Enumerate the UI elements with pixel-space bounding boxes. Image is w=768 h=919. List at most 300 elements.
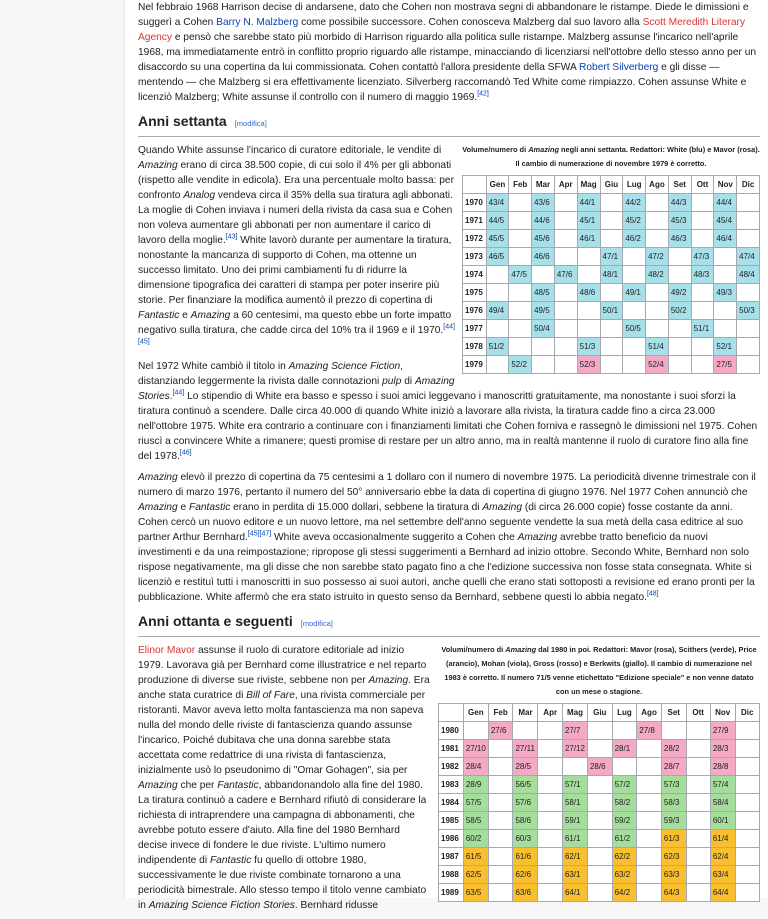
heading-text: Anni settanta — [138, 113, 227, 129]
issue-cell: 64/1 — [562, 884, 587, 902]
year-cell: 1989 — [439, 884, 464, 902]
issue-cell: 46/3 — [668, 230, 691, 248]
issue-cell: 48/5 — [532, 284, 555, 302]
ref-46[interactable]: [46] — [179, 449, 192, 457]
issue-cell — [577, 302, 600, 320]
issue-cell: 43/6 — [532, 194, 555, 212]
issue-cell: 51/2 — [486, 338, 509, 356]
month-header: Ago — [637, 704, 662, 722]
issue-cell — [538, 794, 563, 812]
issue-cell — [587, 722, 612, 740]
issue-cell — [668, 320, 691, 338]
text: Amazing — [368, 675, 409, 686]
text: fu quello di ottobre 1980, successivamente le due riviste combinate tornarono a una periodicità bimestrale. Allo stesso tempo il titolo venne cambiato in — [138, 855, 427, 911]
issue-cell: 45/3 — [668, 212, 691, 230]
issue-cell: 49/1 — [623, 284, 646, 302]
issue-cell — [646, 194, 669, 212]
article-body — [138, 0, 760, 919]
issue-cell: 27/12 — [562, 740, 587, 758]
issue-cell: 28/2 — [661, 740, 686, 758]
issue-cell — [637, 866, 662, 884]
issue-cell: 43/4 — [486, 194, 509, 212]
month-header: Feb — [509, 176, 532, 194]
issue-cell — [668, 338, 691, 356]
text: White lavorò durante per aumentare la tiratura, nonostante la mancanza di supporto di Cohen, ma ottenne un successo limitato. Uno dei primi cambiamenti fu di ridurre la dimensione tipografica dei caratteri di stampa per poter inserire più storie. Per finanziare la modifica aumentò il prezzo di copertina di — [138, 235, 452, 306]
text: Amazing — [138, 160, 178, 171]
year-cell: 1980 — [439, 722, 464, 740]
table-row — [439, 776, 760, 794]
issue-cell: 51/1 — [691, 320, 714, 338]
issue-cell — [686, 812, 710, 830]
month-header: Giu — [587, 704, 612, 722]
text: assunse il ruolo di curatore editoriale ad inizio 1979. Lavorava già per Bernhard come illustratrice e nel reparto produzione di diverse sue riviste, sebbene non per — [138, 645, 427, 686]
issue-cell: 62/3 — [661, 848, 686, 866]
table-70s-caption — [462, 143, 760, 171]
issue-cell — [646, 230, 669, 248]
ref-44[interactable]: [44] — [172, 389, 185, 397]
table-row — [463, 338, 760, 356]
issue-cell — [623, 338, 646, 356]
issue-cell — [737, 356, 760, 374]
issue-cell: 28/3 — [710, 740, 735, 758]
issue-cell — [600, 356, 623, 374]
issue-cell — [587, 776, 612, 794]
corner-cell — [439, 704, 464, 722]
issue-cell — [554, 230, 577, 248]
text: Amazing — [505, 645, 537, 654]
issue-cell — [637, 830, 662, 848]
issue-cell: 58/2 — [612, 794, 637, 812]
month-header: Mag — [562, 704, 587, 722]
edit-link-70s[interactable]: [modifica] — [234, 119, 267, 128]
issue-cell: 45/6 — [532, 230, 555, 248]
text: Amazing — [517, 532, 558, 543]
month-header: Set — [668, 176, 691, 194]
issue-cell: 27/6 — [488, 722, 513, 740]
issue-cell — [488, 758, 513, 776]
issue-cell: 58/5 — [463, 812, 488, 830]
issue-cell: 49/3 — [714, 284, 737, 302]
month-header: Ott — [691, 176, 714, 194]
link-silverberg[interactable]: Robert Silverberg — [579, 62, 659, 73]
table-80s-caption — [438, 643, 760, 699]
text: Amazing — [528, 145, 559, 154]
ref-48[interactable]: [48] — [646, 590, 659, 598]
issue-cell: 46/1 — [577, 230, 600, 248]
issue-cell: 47/4 — [737, 248, 760, 266]
issue-cell — [600, 230, 623, 248]
issue-cell — [488, 776, 513, 794]
month-header: Apr — [538, 704, 563, 722]
issue-cell: 46/6 — [532, 248, 555, 266]
issue-cell: 56/5 — [513, 776, 538, 794]
issue-cell: 50/4 — [532, 320, 555, 338]
year-cell: 1973 — [463, 248, 487, 266]
issue-cell: 64/2 — [612, 884, 637, 902]
link-mavor[interactable]: Elinor Mavor — [138, 645, 196, 656]
issue-cell — [486, 320, 509, 338]
issue-cell — [612, 722, 637, 740]
text: avrebbe tratto beneficio da nuovi investimenti e da una reimpostazione; ripropose gli stessi suggerimenti a Bernhard ad inizio ottobre. Secondo White, Bernhard non solo rispose negativamente, ma gli disse che non sarebbe stato pagato fino a che l'edizione successiva non fosse stata consegnata. White si licenziò e restituì tutti i manoscritti in suo possesso ai suoi autori, anche quelli che erano stati sottoposti a revisione ed erano pronti per la pubblicazione. White affermò che era stato istruito in questo senso da Bernhard, sebbene questi lo abbia negato. — [138, 532, 755, 603]
issue-cell: 60/2 — [463, 830, 488, 848]
issue-cell: 63/1 — [562, 866, 587, 884]
issue-cell — [587, 812, 612, 830]
table-header-row — [439, 704, 760, 722]
issue-cell — [735, 740, 760, 758]
issue-cell — [509, 338, 532, 356]
issue-cell — [577, 248, 600, 266]
issue-cell — [600, 212, 623, 230]
issue-cell — [587, 794, 612, 812]
text: Fantastic — [217, 780, 259, 791]
issue-cell — [509, 320, 532, 338]
year-cell: 1970 — [463, 194, 487, 212]
issue-cell: 52/2 — [509, 356, 532, 374]
issue-cell: 48/1 — [600, 266, 623, 284]
table-row — [439, 884, 760, 902]
issue-cell: 48/6 — [577, 284, 600, 302]
issue-cell — [463, 722, 488, 740]
month-header: Feb — [488, 704, 513, 722]
issue-cell — [486, 356, 509, 374]
issue-cell — [488, 740, 513, 758]
issue-cell: 62/5 — [463, 866, 488, 884]
issue-cell: 58/3 — [661, 794, 686, 812]
issue-cell — [668, 266, 691, 284]
text: Analog — [183, 190, 216, 201]
issue-cell: 47/5 — [509, 266, 532, 284]
issue-cell: 27/7 — [562, 722, 587, 740]
issue-cell: 46/4 — [714, 230, 737, 248]
text: Amazing — [138, 780, 178, 791]
text: Volume/numero di — [462, 145, 529, 154]
issue-cell — [646, 320, 669, 338]
issue-cell — [686, 740, 710, 758]
month-header: Lug — [623, 176, 646, 194]
issue-cell — [488, 794, 513, 812]
issue-cell — [637, 740, 662, 758]
issue-cell: 64/4 — [710, 884, 735, 902]
text: Fantastic — [138, 310, 180, 321]
issue-cell: 52/4 — [646, 356, 669, 374]
table-70s-box — [462, 143, 760, 374]
table-70s — [462, 175, 760, 374]
issue-cell — [714, 266, 737, 284]
issue-cell: 59/3 — [661, 812, 686, 830]
issue-cell: 57/5 — [463, 794, 488, 812]
month-header: Gen — [486, 176, 509, 194]
month-header: Mar — [532, 176, 555, 194]
issue-cell — [538, 812, 563, 830]
issue-cell: 46/2 — [623, 230, 646, 248]
text: (di circa 26.000 copie) fosse costante da anni. Cohen cercò un nuovo editore e un nuovo lettore, ma nel settembre dell'anno seguente vendette la sua metà della casa editrice al suo partner Arthur Bernhard. — [138, 502, 744, 543]
table-row — [463, 212, 760, 230]
month-header: Set — [661, 704, 686, 722]
text: erano di circa 38.500 copie, di cui solo il 4% per gli abbonati (rispetto alle vendite in edicola). Era una percentuale molto bassa: per confronto — [138, 160, 454, 201]
year-cell: 1976 — [463, 302, 487, 320]
issue-cell — [623, 356, 646, 374]
issue-cell: 44/4 — [714, 194, 737, 212]
table-row — [463, 320, 760, 338]
table-row — [439, 758, 760, 776]
issue-cell — [554, 320, 577, 338]
issue-cell: 62/6 — [513, 866, 538, 884]
issue-cell: 44/3 — [668, 194, 691, 212]
link-scott-meredith[interactable]: Scott Meredith Literary Agency — [138, 17, 746, 43]
issue-cell — [513, 722, 538, 740]
issue-cell: 61/5 — [463, 848, 488, 866]
issue-cell: 57/2 — [612, 776, 637, 794]
text: . Bernhard ridusse — [294, 900, 379, 911]
issue-cell: 58/4 — [710, 794, 735, 812]
issue-cell — [600, 338, 623, 356]
text: Fantastic — [188, 502, 231, 513]
issue-cell: 62/4 — [710, 848, 735, 866]
text: Quando White assunse l'incarico di curatore editoriale, le vendite di — [138, 145, 442, 156]
issue-cell — [735, 812, 760, 830]
issue-cell — [554, 338, 577, 356]
issue-cell — [714, 320, 737, 338]
issue-cell — [587, 740, 612, 758]
issue-cell — [637, 758, 662, 776]
table-80s-box — [438, 643, 760, 902]
year-cell: 1983 — [439, 776, 464, 794]
year-cell: 1986 — [439, 830, 464, 848]
issue-cell: 64/3 — [661, 884, 686, 902]
issue-cell: 45/4 — [714, 212, 737, 230]
issue-cell — [600, 320, 623, 338]
text: a 60 centesimi, ma questo ebbe un forte impatto negativo sulla tiratura, che cadde circa del 10% tra il 1969 e il 1970. — [138, 310, 452, 336]
month-header: Ott — [686, 704, 710, 722]
issue-cell: 62/1 — [562, 848, 587, 866]
issue-cell — [577, 320, 600, 338]
year-cell: 1987 — [439, 848, 464, 866]
issue-cell — [488, 866, 513, 884]
issue-cell — [509, 194, 532, 212]
issue-cell — [691, 230, 714, 248]
text: Nel febbraio 1968 Harrison decise di andarsene, dato che Cohen non mostrava segni di abbandonare le ristampe. Diede le dimissioni e suggerì a Cohen — [138, 2, 749, 28]
issue-cell — [737, 212, 760, 230]
issue-cell: 27/11 — [513, 740, 538, 758]
issue-cell — [587, 884, 612, 902]
year-cell: 1975 — [463, 284, 487, 302]
issue-cell — [554, 248, 577, 266]
month-header: Nov — [714, 176, 737, 194]
issue-cell — [691, 356, 714, 374]
issue-cell: 58/1 — [562, 794, 587, 812]
table-row — [439, 722, 760, 740]
issue-cell: 50/1 — [600, 302, 623, 320]
issue-cell — [714, 302, 737, 320]
month-header: Giu — [600, 176, 623, 194]
issue-cell — [737, 194, 760, 212]
issue-cell — [509, 302, 532, 320]
year-cell: 1977 — [463, 320, 487, 338]
issue-cell: 51/3 — [577, 338, 600, 356]
issue-cell — [538, 848, 563, 866]
issue-cell: 45/1 — [577, 212, 600, 230]
issue-cell: 28/1 — [612, 740, 637, 758]
text: Volumi/numero di — [441, 645, 506, 654]
issue-cell: 50/3 — [737, 302, 760, 320]
text: . Era anche stata curatrice di — [138, 675, 430, 701]
issue-cell: 50/2 — [668, 302, 691, 320]
issue-cell — [562, 758, 587, 776]
text: White aveva occasionalmente suggerito a Cohen che — [271, 532, 518, 543]
issue-cell — [691, 302, 714, 320]
issue-cell — [509, 230, 532, 248]
year-cell: 1988 — [439, 866, 464, 884]
issue-cell — [735, 758, 760, 776]
issue-cell — [737, 320, 760, 338]
issue-cell — [538, 740, 563, 758]
year-cell: 1971 — [463, 212, 487, 230]
issue-cell: 63/6 — [513, 884, 538, 902]
issue-cell — [538, 866, 563, 884]
text: , distanziando leggermente la rivista dalle connotazioni — [138, 361, 404, 387]
issue-cell: 44/2 — [623, 194, 646, 212]
issue-cell: 61/1 — [562, 830, 587, 848]
issue-cell: 27/10 — [463, 740, 488, 758]
paragraph-1972 — [138, 359, 760, 464]
issue-cell — [686, 722, 710, 740]
text: Amazing Science Fiction Stories — [148, 900, 295, 911]
issue-cell — [554, 302, 577, 320]
year-cell: 1985 — [439, 812, 464, 830]
month-header: Ago — [646, 176, 669, 194]
text: Amazing — [138, 472, 178, 483]
table-row — [463, 356, 760, 374]
issue-cell: 28/7 — [661, 758, 686, 776]
issue-cell — [686, 830, 710, 848]
issue-cell — [623, 248, 646, 266]
issue-cell: 60/1 — [710, 812, 735, 830]
issue-cell — [714, 248, 737, 266]
issue-cell — [637, 848, 662, 866]
issue-cell: 57/3 — [661, 776, 686, 794]
year-cell: 1981 — [439, 740, 464, 758]
table-header-row — [463, 176, 760, 194]
article-content — [124, 0, 768, 911]
issue-cell: 63/4 — [710, 866, 735, 884]
ref-42[interactable]: [42] — [477, 90, 489, 98]
issue-cell — [735, 884, 760, 902]
issue-cell — [554, 194, 577, 212]
text: , abbandonandolo alla fine del 1980. La tiratura continuò a cadere e Bernhard rifiutò di considerare la richiesta di intraprendere una campagna di abbonamenti, che avrebbe potuto essere d'aiuto. Alla fine del 1980 Bernhard decise invece di fondere le due riviste. L'ultimo numero indipendente di — [138, 780, 427, 866]
paragraph-price — [138, 470, 760, 605]
issue-cell — [532, 338, 555, 356]
table-row — [463, 302, 760, 320]
issue-cell — [668, 356, 691, 374]
issue-cell — [509, 212, 532, 230]
text: . — [169, 391, 173, 402]
issue-cell — [735, 776, 760, 794]
issue-cell — [737, 284, 760, 302]
issue-cell — [577, 266, 600, 284]
issue-cell — [623, 266, 646, 284]
issue-cell: 63/2 — [612, 866, 637, 884]
issue-cell — [538, 776, 563, 794]
text: negli anni settanta. Redattori: White (blu) e Mavor (rosa). Il cambio di numerazione di novembre 1979 è corretto. — [515, 145, 760, 168]
issue-cell: 48/2 — [646, 266, 669, 284]
issue-cell — [668, 248, 691, 266]
issue-cell — [623, 302, 646, 320]
ref-44-45[interactable]: [44][45] — [138, 323, 455, 346]
issue-cell — [488, 830, 513, 848]
heading-anni-ottanta — [138, 611, 760, 637]
issue-cell — [737, 230, 760, 248]
issue-cell — [488, 848, 513, 866]
ref-43[interactable]: [43] — [225, 233, 238, 241]
month-header: Dic — [737, 176, 760, 194]
issue-cell: 57/1 — [562, 776, 587, 794]
year-cell: 1979 — [463, 356, 487, 374]
year-cell: 1972 — [463, 230, 487, 248]
ref-45-47[interactable]: [45][47] — [247, 530, 272, 538]
table-row — [439, 830, 760, 848]
issue-cell — [691, 194, 714, 212]
issue-cell: 63/3 — [661, 866, 686, 884]
issue-cell — [686, 884, 710, 902]
text: Amazing — [482, 502, 522, 513]
issue-cell — [612, 758, 637, 776]
text: vendeva circa il 35% della sua tiratura agli abbonati. La moglie di Cohen inviava i numeri della rivista da casa sua e Cohen non voleva aumentare gli abbonati per non aumentare il carico di lavoro della moglie. — [138, 190, 453, 246]
table-row — [439, 740, 760, 758]
issue-cell — [686, 848, 710, 866]
issue-cell: 28/4 — [463, 758, 488, 776]
issue-cell: 61/6 — [513, 848, 538, 866]
text: e pensò che sarebbe stato più morbido di Harrison riguardo alla politica sulle ristampe. Malzberg assunse l'incarico nell'aprile 1968, ma immediatamente entrò in conflitto proprio riguardo alle ristampe, minacciando di licenziarsi nell'ottobre dello stesso anno per un disaccordo su una copertina da lui commissionata. Cohen contattò l'allora presidente della SFWA — [138, 32, 757, 73]
issue-cell — [691, 338, 714, 356]
issue-cell: 47/1 — [600, 248, 623, 266]
year-cell: 1974 — [463, 266, 487, 284]
issue-cell — [735, 848, 760, 866]
issue-cell — [532, 356, 555, 374]
issue-cell — [691, 212, 714, 230]
table-row — [439, 848, 760, 866]
text: , una rivista commerciale per ristoranti. Mavor aveva letto molta fantascienza ma non sapeva nulla del mondo delle riviste di fantascienza quando assunse l'incarico. Poiché dubitava che una donna sarebbe stata accettata come redattrice di una rivista di fantascienza, inizialmente usò lo pseudonimo di "Omar Gohagen", sia per — [138, 690, 426, 776]
issue-cell: 52/3 — [577, 356, 600, 374]
issue-cell — [735, 794, 760, 812]
text: Nel 1972 White cambiò il titolo in — [138, 361, 289, 372]
issue-cell — [486, 284, 509, 302]
issue-cell — [554, 356, 577, 374]
edit-link-80s[interactable]: [modifica] — [300, 619, 333, 628]
issue-cell: 46/5 — [486, 248, 509, 266]
table-row — [463, 284, 760, 302]
issue-cell: 45/5 — [486, 230, 509, 248]
text: e gli disse — mentendo — che Malzberg si era effettivamente licenziato. Silverberg raccomandò Ted White come rimpiazzo. Cohen assunse White e licenziò Malzberg; White assunse il controllo con il numero di maggio 1969. — [138, 62, 747, 103]
issue-cell: 48/3 — [691, 266, 714, 284]
issue-cell — [532, 266, 555, 284]
issue-cell: 44/1 — [577, 194, 600, 212]
issue-cell: 52/1 — [714, 338, 737, 356]
issue-cell — [600, 284, 623, 302]
month-header: Mar — [513, 704, 538, 722]
issue-cell: 47/3 — [691, 248, 714, 266]
text: e — [177, 502, 189, 513]
issue-cell: 57/4 — [710, 776, 735, 794]
issue-cell — [637, 776, 662, 794]
issue-cell — [587, 830, 612, 848]
text: Amazing Science Fiction — [288, 361, 401, 372]
text: che per — [177, 780, 218, 791]
month-header: Dic — [735, 704, 760, 722]
link-malzberg[interactable]: Barry N. Malzberg — [216, 17, 299, 28]
issue-cell — [686, 758, 710, 776]
issue-cell — [554, 284, 577, 302]
issue-cell: 60/3 — [513, 830, 538, 848]
